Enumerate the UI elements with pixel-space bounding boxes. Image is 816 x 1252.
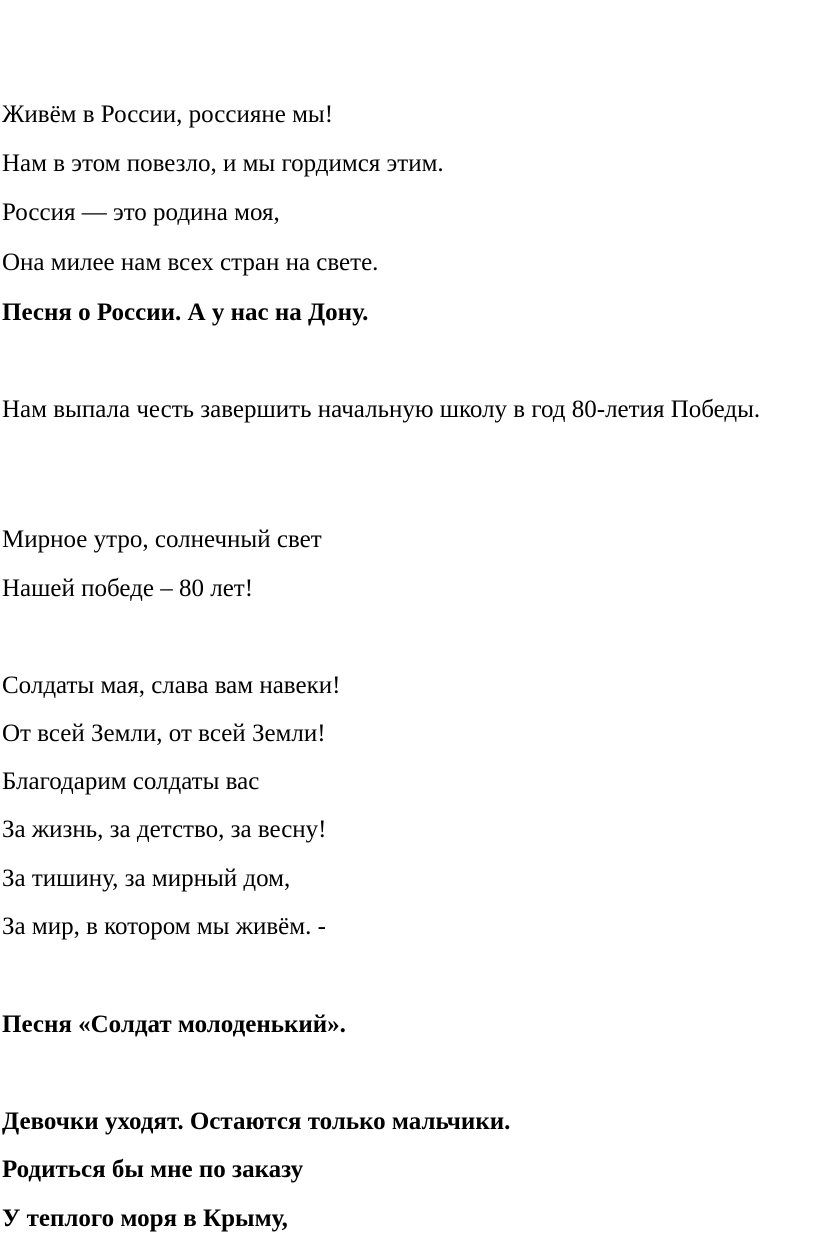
text-line: Мирное утро, солнечный свет — [2, 526, 322, 553]
song-heading: Песня «Солдат молоденький». — [2, 1011, 346, 1038]
text-line: Россия — это родина моя, — [2, 199, 280, 226]
text-line: От всей Земли, от всей Земли! — [2, 720, 326, 747]
text-line: У теплого моря в Крыму, — [2, 1205, 288, 1232]
text-paragraph: Нам выпала честь завершить начальную школу в год 80-летия Победы. — [2, 396, 761, 423]
text-line: Она милее нам всех стран на свете. — [2, 249, 379, 276]
text-line: Благодарим солдаты вас — [2, 768, 260, 795]
text-line: Нашей победе – 80 лет! — [2, 575, 254, 602]
text-line: Нам в этом повезло, и мы гордимся этим. — [2, 150, 444, 177]
text-line: Родиться бы мне по заказу — [2, 1156, 304, 1183]
text-line: За тишину, за мирный дом, — [2, 865, 291, 892]
text-line: Живём в России, россияне мы! — [2, 101, 334, 128]
song-heading: Песня о России. А у нас на Дону. — [2, 299, 369, 326]
text-line: За жизнь, за детство, за весну! — [2, 816, 327, 843]
text-line: За мир, в котором мы живём. - — [2, 913, 326, 940]
text-line: Солдаты мая, слава вам навеки! — [2, 672, 341, 699]
stage-direction: Девочки уходят. Остаются только мальчики. — [2, 1108, 511, 1135]
